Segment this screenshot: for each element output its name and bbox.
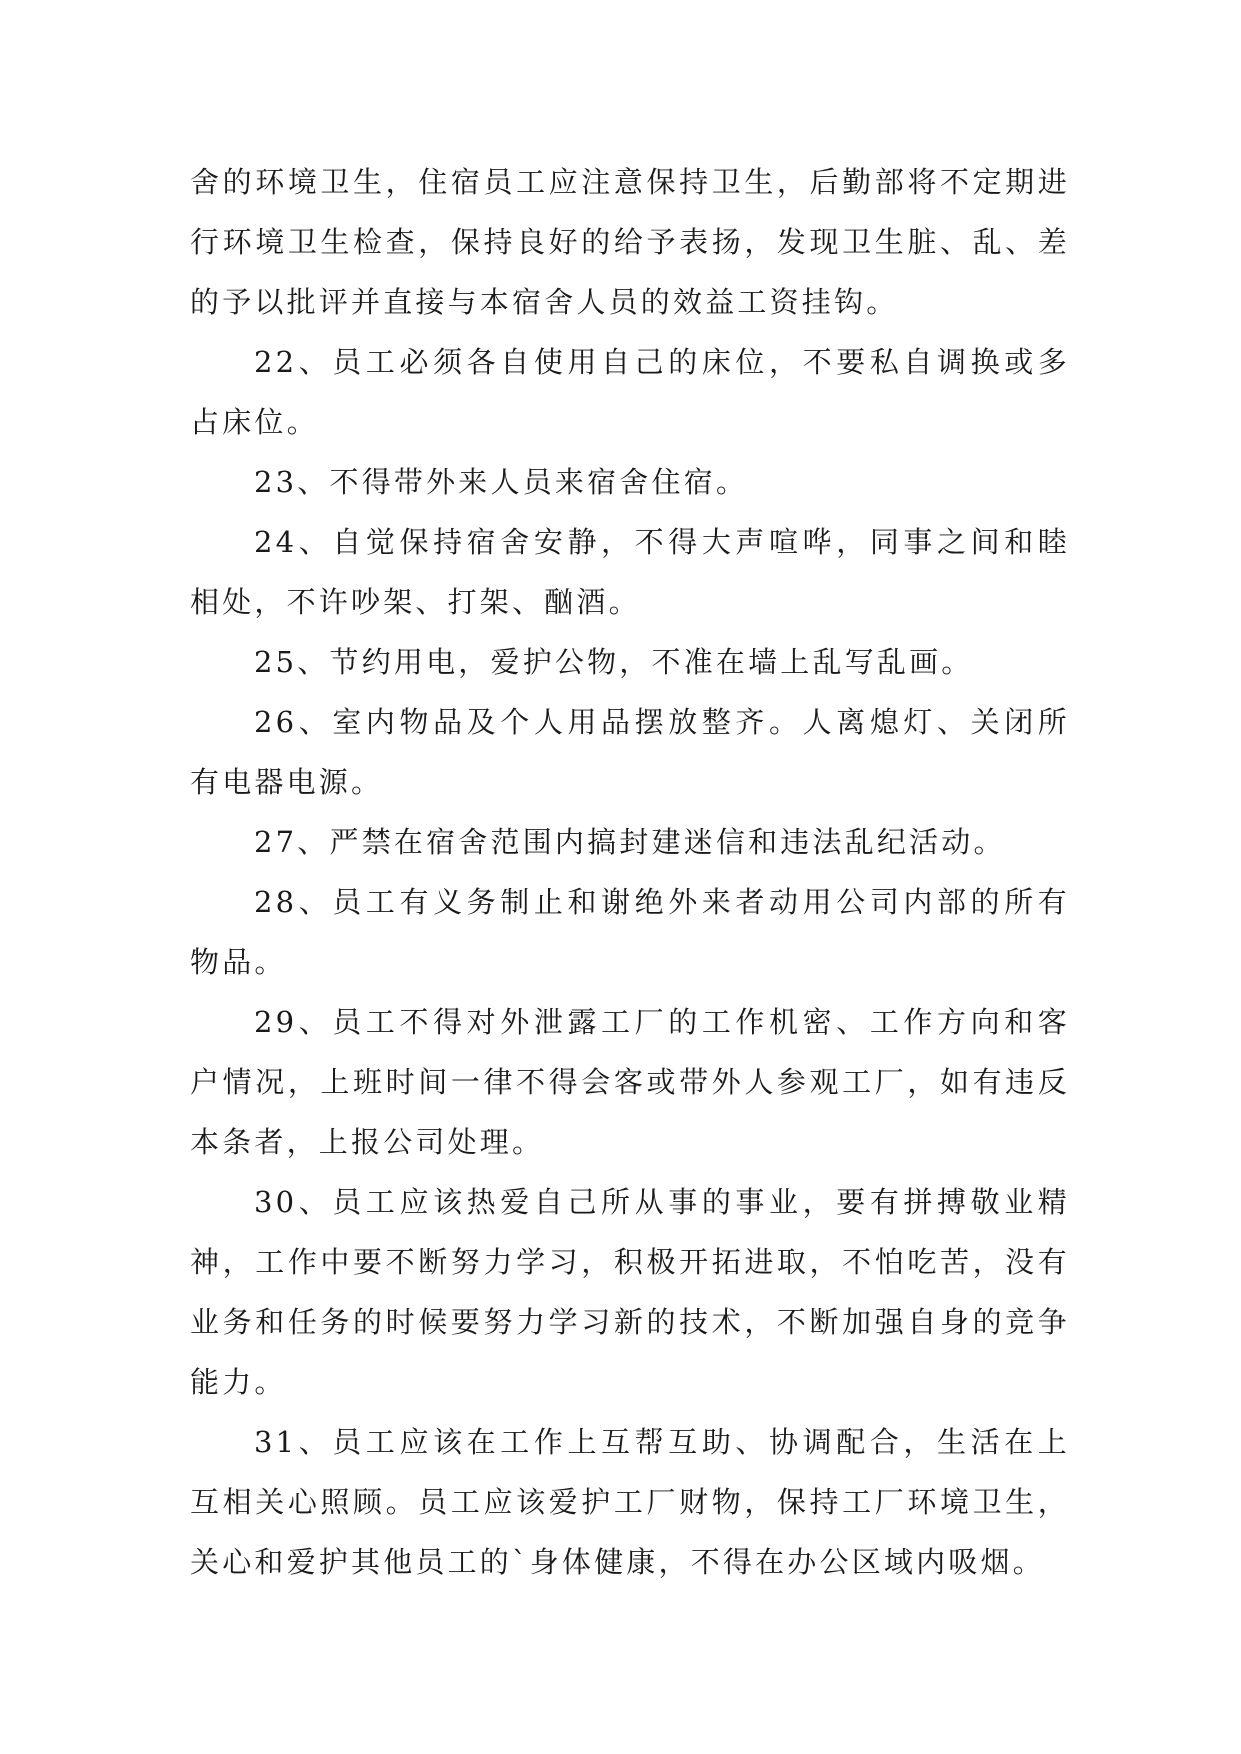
rule-22-paragraph: 22、员工必须各自使用自己的床位，不要私自调换或多占床位。 (190, 345, 1070, 439)
rule-30-paragraph: 30、员工应该热爱自己所从事的事业，要有拼搏敬业精神，工作中要不断努力学习，积极开拓进取，不怕吃苦，没有业务和任务的时候要努力学习新的技术，不断加强自身的竞争能力。 (190, 1185, 1070, 1399)
rule-24-paragraph: 24、自觉保持宿舍安静，不得大声喧哗，同事之间和睦相处，不许吵架、打架、酗酒。 (190, 525, 1070, 619)
rule-31-paragraph: 31、员工应该在工作上互帮互助、协调配合，生活在上互相关心照顾。员工应该爱护工厂财物，保持工厂环境卫生，关心和爱护其他员工的`身体健康，不得在办公区域内吸烟。 (190, 1425, 1070, 1579)
paragraph-continued: 舍的环境卫生，住宿员工应注意保持卫生，后勤部将不定期进行环境卫生检查，保持良好的给予表扬，发现卫生脏、乱、差的予以批评并直接与本宿舍人员的效益工资挂钩。 (190, 165, 1070, 319)
rule-27-paragraph: 27、严禁在宿舍范围内搞封建迷信和违法乱纪活动。 (254, 825, 1006, 859)
rule-25-paragraph: 25、节约用电，爱护公物，不准在墙上乱写乱画。 (254, 645, 974, 679)
rule-29-paragraph: 29、员工不得对外泄露工厂的工作机密、工作方向和客户情况，上班时间一律不得会客或带外人参观工厂，如有违反本条者，上报公司处理。 (190, 1005, 1070, 1159)
rule-23-paragraph: 23、不得带外来人员来宿舍住宿。 (254, 465, 749, 499)
document-body (190, 152, 1070, 1592)
rule-26-paragraph: 26、室内物品及个人用品摆放整齐。人离熄灯、关闭所有电器电源。 (190, 705, 1070, 799)
rule-28-paragraph: 28、员工有义务制止和谢绝外来者动用公司内部的所有物品。 (190, 885, 1070, 979)
